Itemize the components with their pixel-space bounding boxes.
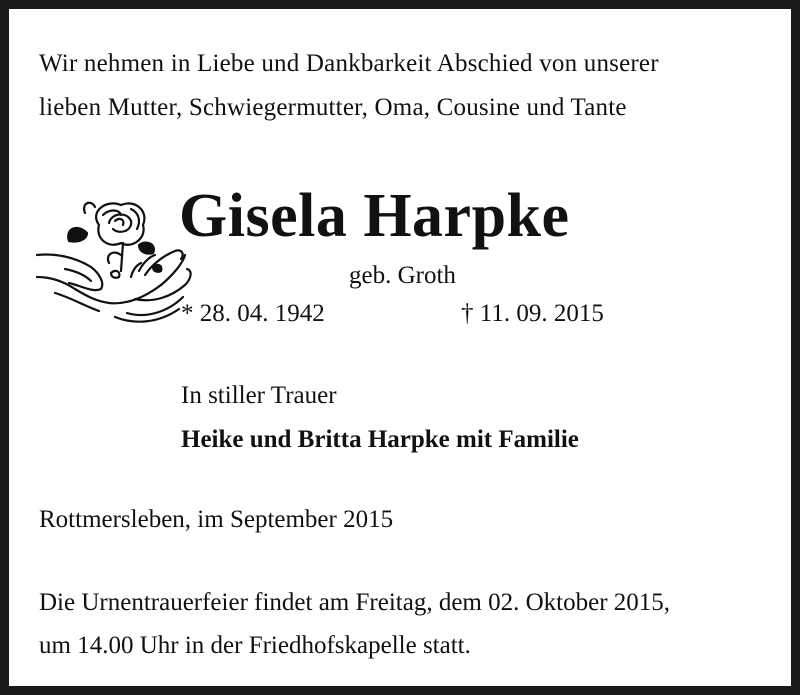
- maiden-name: geb. Groth: [349, 262, 456, 289]
- intro-line-1: Wir nehmen in Liebe und Dankbarkeit Abschied von unserer: [39, 50, 659, 77]
- mourners-names: Heike und Britta Harpke mit Familie: [181, 426, 579, 453]
- ceremony-line-2: um 14.00 Uhr in der Friedhofskapelle statt.: [39, 632, 471, 659]
- place-date: Rottmersleben, im September 2015: [39, 506, 394, 533]
- deceased-name: Gisela Harpke: [179, 182, 570, 250]
- birth-date: * 28. 04. 1942: [181, 300, 325, 327]
- intro-line-2: lieben Mutter, Schwiegermutter, Oma, Cousine und Tante: [39, 94, 627, 121]
- death-date: † 11. 09. 2015: [461, 300, 604, 327]
- rose-in-hands-icon: [35, 193, 195, 329]
- ceremony-line-1: Die Urnentrauerfeier findet am Freitag, dem 02. Oktober 2015,: [39, 589, 671, 616]
- mourning-heading: In stiller Trauer: [181, 382, 337, 409]
